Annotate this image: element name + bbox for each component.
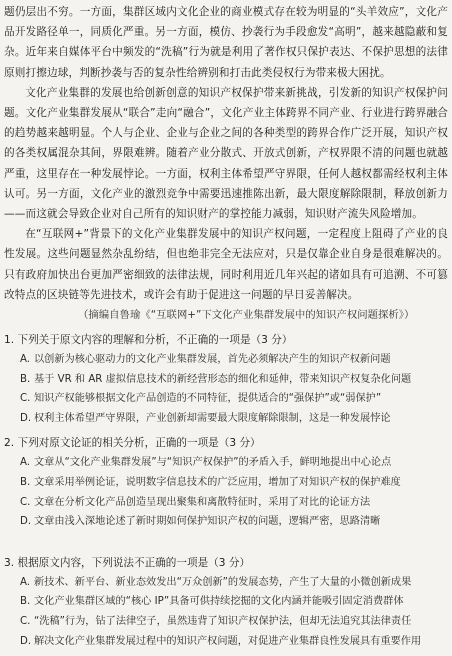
question-3-options: [4, 573, 448, 651]
question-1: [4, 331, 448, 428]
question-2-option-a: A. 文章从“文化产业集群发展”与“知识产权保护”的矛盾入手，鲜明地提出中心论点: [20, 457, 392, 469]
question-1-option-a: A. 以创新为核心驱动力的文化产业集群发展，首先必须解决产生的知识产权新问题: [20, 354, 391, 366]
question-3-option-b: B. 文化产业集群区域的“核心 IP”具备可供持续挖掘的文化内涵并能吸引固定消费群体: [20, 596, 404, 608]
passage-paragraph-2: 文化产业集群的发展也给创新创意的知识产权保护带来新挑战，引发新的知识产权保护问题。文化产业集群发展从“联合”走向“融合”，文化产业主体跨界不同产业、行业进行跨界融合的趋势越来越明显。个人与企业、企业与企业之间的各种类型的跨界合作广泛开展，知识产权的各类权属混杂其间，界限难辨。随着产业分散式、开放式创新，产权界限不清的问题也就越严重，这里存在一种发展悖论。一方面，权利主体希望严守界限，任何人越权都需经权利主体认可。另一方面，文化产业的激烈竞争中需要迅速推陈出新，最大限度解除限制，释放创新力——而这就会导致企业对自己所有的知识财产的掌控能力减弱，知识财产流失风险增加。: [4, 86, 448, 221]
question-2-option-c: C. 文章在分析文化产品创造呈现出聚集和离散特征时，采用了对比的论证方法: [20, 496, 371, 508]
question-2-stem: 2. 下列对原文论证的相关分析，正确的一项是（3 分）: [4, 437, 261, 450]
question-3: [4, 554, 448, 651]
question-3-stem: 3. 根据原文内容，下列说法不正确的一项是（3 分）: [4, 556, 251, 569]
question-2-option-b: B. 文章采用举例论证，说明数字信息技术的广泛应用，增加了对知识产权的保护难度: [20, 477, 401, 489]
passage-source-citation: （摘编自鲁瑜《“互联网+”下文化产业集群发展中的知识产权问题探析》）: [78, 309, 415, 322]
question-2-options: [4, 453, 448, 531]
passage-paragraph-1: 题仍层出不穷。一方面，集群区域内文化企业的商业模式存在较为明显的“头羊效应”，文化产品开发路径单一，同质化严重。另一方面，模仿、抄袭行为手段愈发“高明”，越来越隐蔽和复杂。近年来自媒体平台中频发的“洗稿”行为就是利用了著作权只保护表达、不保护思想的法律原则打擦边球，判断抄袭与否的复杂性给辨别和打击此类侵权行为带来极大困扰。: [4, 6, 448, 79]
question-3-option-c: C. “洗稿”行为，钻了法律空子，虽然违背了知识产权保护法，但却无法追究其法律责任: [20, 615, 412, 627]
question-spacer: [4, 532, 448, 548]
question-2-option-d: D. 文章由浅入深地论述了新时期如何保护知识产权的问题，逻辑严密，思路清晰: [20, 516, 381, 528]
question-3-option-d: D. 解决文化产业集群发展过程中的知识产权问题，对促进产业集群良性发展具有重要作用: [20, 635, 422, 647]
question-3-option-a: A. 新技术、新平台、新业态效发出“万众创新”的发展态势，产生了大量的小微创新成果: [20, 576, 412, 588]
question-1-option-c: C. 知识产权能够根据文化产品创造的不同特征，提供适合的“强保护”或“弱保护”: [20, 393, 382, 405]
reading-passage: [4, 2, 448, 325]
question-1-options: [4, 350, 448, 428]
question-1-option-d: D. 权利主体希望严守界限，产业创新却需要最大限度解除限制，这是一种发展悖论: [20, 412, 391, 424]
question-1-stem: 1. 下列关于原文内容的理解和分析，不正确的一项是（3 分）: [4, 334, 293, 347]
passage-paragraph-3: 在“互联网+”背景下的文化产业集群发展中的知识产权问题，一定程度上阻碍了产业的良性发展。这些问题显然杂乱纷结，但也绝非完全无法应对，只是仅靠企业自身是很难解决的。只有政府加快出台更加严密细致的法律法规，同时利用近几年兴起的诸如具有可追溯、不可篡改特点的区块链等先进技术，或许会有助于促进这一问题的早日妥善解决。: [4, 228, 448, 301]
question-1-option-b: B. 基于 VR 和 AR 虚拟信息技术的新经营形态的细化和延伸，带来知识产权复杂化问题: [20, 373, 412, 385]
question-2: [4, 434, 448, 531]
